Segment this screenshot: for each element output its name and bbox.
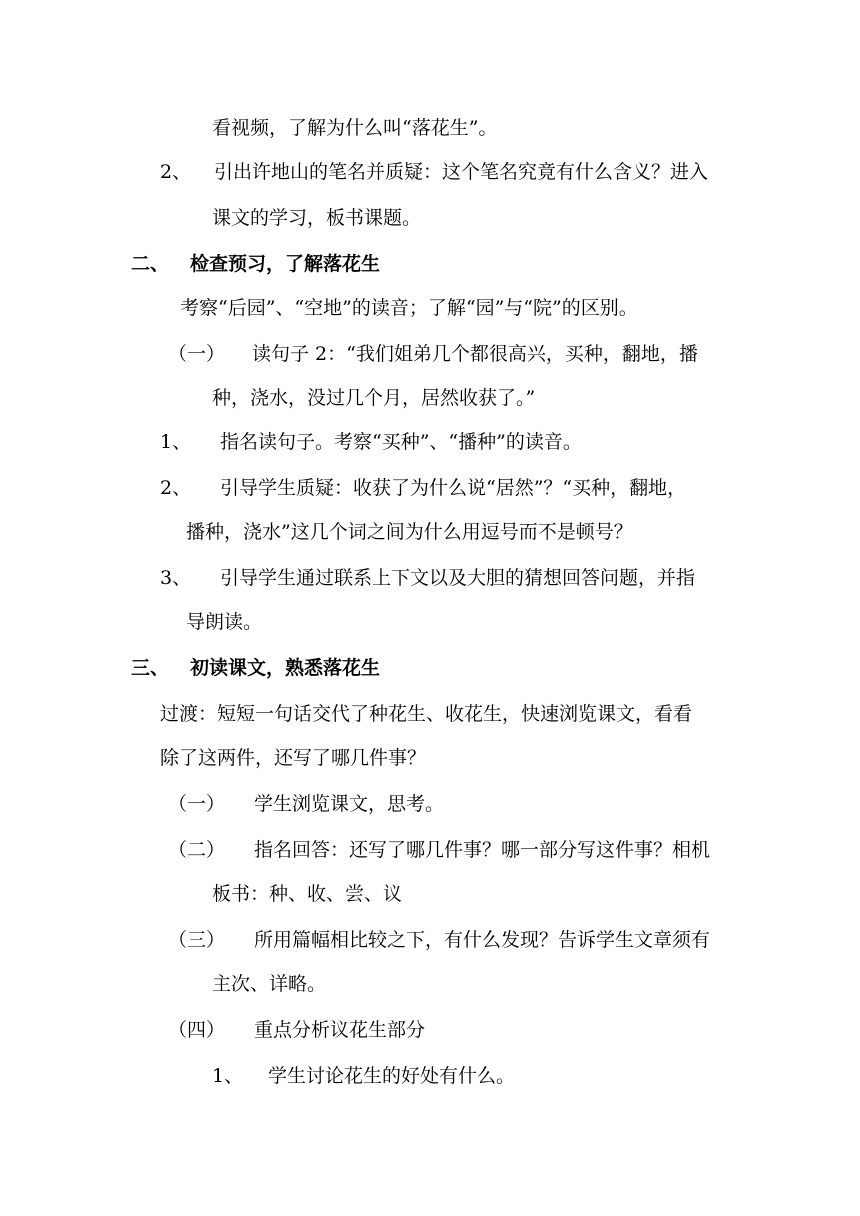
text-line-10: 播种，浇水”这几个词之间为什么用逗号而不是顿号？ [186,521,633,543]
text-line-15: 除了这两件，还写了哪几件事？ [160,747,427,769]
sub-number-1: （一） [168,343,226,365]
section-number-three: 三、 [131,657,170,679]
list-number-3b: 3、 [160,567,192,589]
text-line-17: 指名回答：还写了哪几件事？哪一部分写这件事？相机 [254,839,711,861]
text-line-9: 引导学生质疑：收获了为什么说“居然”？“买种，翻地， [220,477,687,499]
text-line-14: 过渡：短短一句话交代了种花生、收花生，快速浏览课文，看看 [160,703,693,725]
sub-number-4b: （四） [168,1019,226,1041]
text-line-6: 读句子 2：“我们姐弟几个都很高兴，买种，翻地，播 [252,343,698,365]
sub-number-1b: （一） [168,793,226,815]
text-line-7: 种，浇水，没过几个月，居然收获了。” [212,387,536,409]
text-line-11: 引导学生通过联系上下文以及大胆的猜想回答问题，并指 [220,567,696,589]
text-line-8: 指名读句子。考察“买种”、“播种”的读音。 [220,431,582,453]
text-line-20: 主次、详略。 [212,973,327,995]
text-line-12: 导朗读。 [186,611,263,633]
text-line-2: 引出许地山的笔名并质疑：这个笔名究竟有什么含义？进入 [214,161,709,183]
sub-number-3b: （三） [168,929,226,951]
section-heading-two: 检查预习，了解落花生 [190,253,381,275]
text-line-21: 重点分析议花生部分 [254,1019,426,1041]
list-number-1c: 1、 [212,1065,244,1087]
text-line-19: 所用篇幅相比较之下，有什么发现？告诉学生文章须有 [254,929,711,951]
text-line-3: 课文的学习，板书课题。 [212,207,422,229]
list-number-2: 2、 [160,161,192,183]
text-line-18: 板书：种、收、尝、议 [212,883,403,905]
section-heading-three: 初读课文，熟悉落花生 [190,657,381,679]
sub-number-2b: （二） [168,839,226,861]
list-number-1b: 1、 [160,431,192,453]
text-line-1: 看视频，了解为什么叫“落花生”。 [212,117,498,139]
text-line-5: 考察“后园”、“空地”的读音；了解“园”与“院”的区别。 [180,297,638,319]
list-number-2b: 2、 [160,477,192,499]
text-line-16: 学生浏览课文，思考。 [254,793,445,815]
section-number-two: 二、 [131,253,170,275]
text-line-22: 学生讨论花生的好处有什么。 [268,1065,516,1087]
